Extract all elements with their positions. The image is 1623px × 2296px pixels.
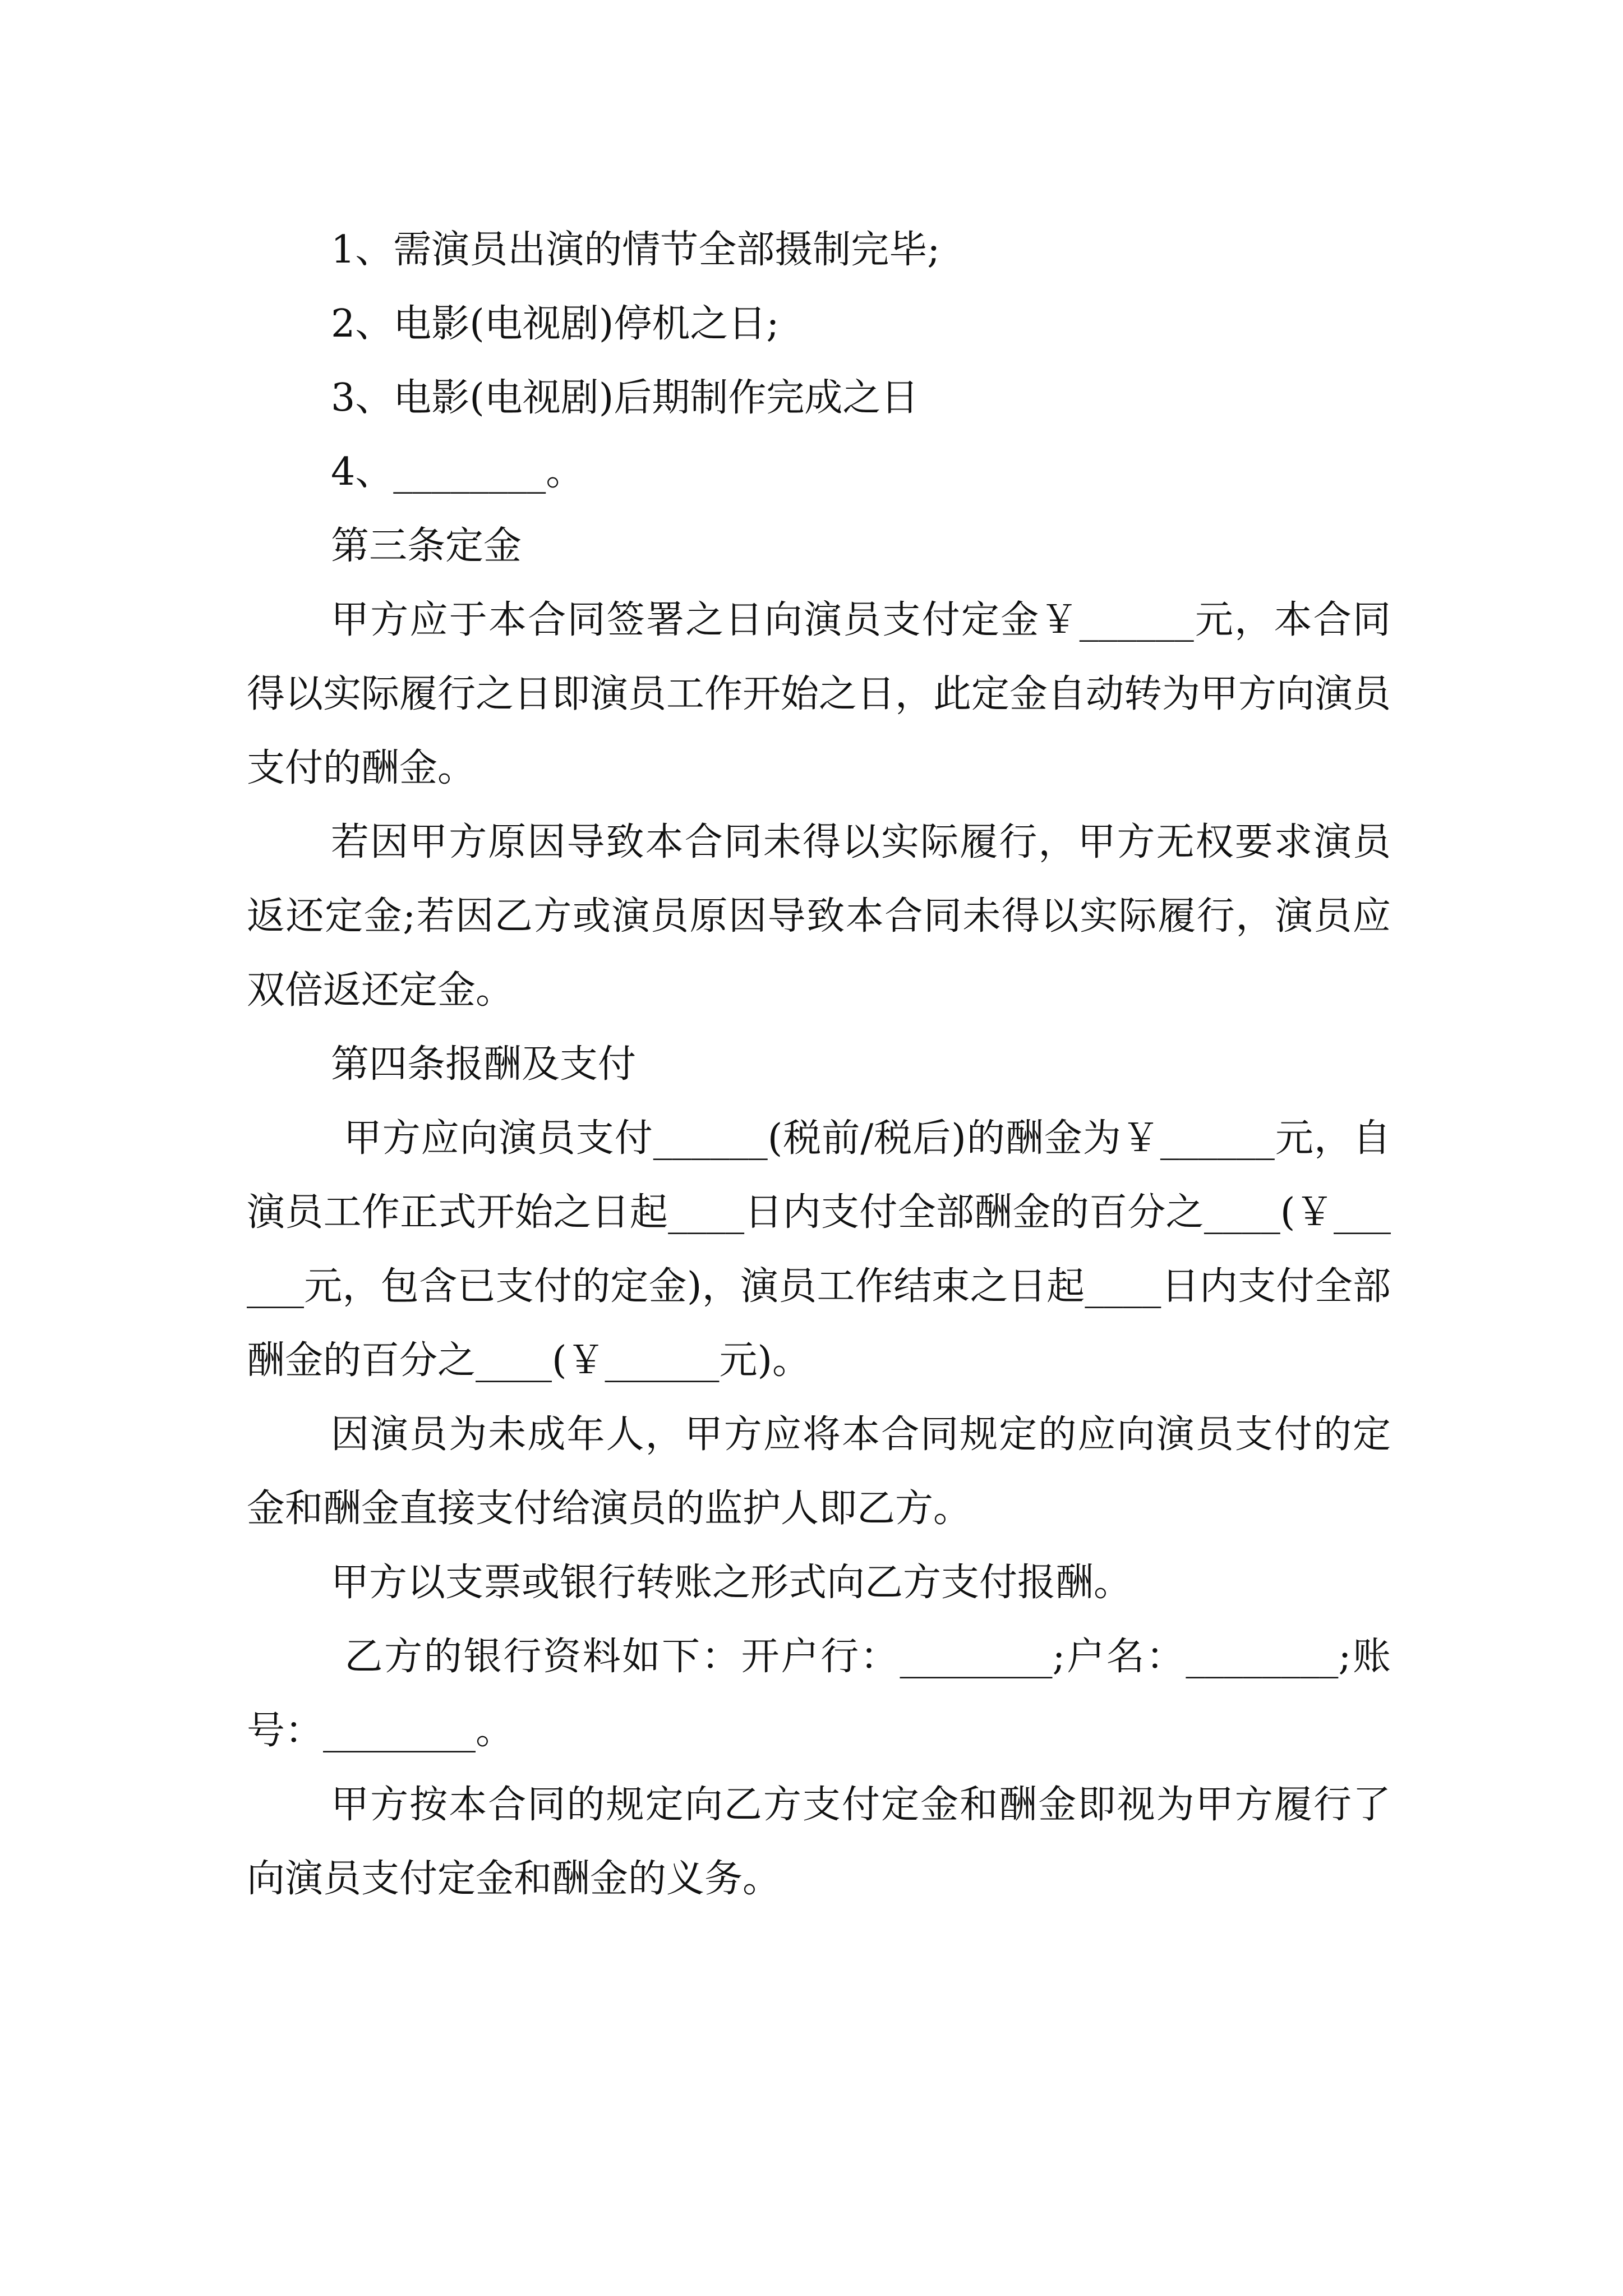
list-item-1: 1、需演员出演的情节全部摄制完毕; <box>331 228 940 272</box>
document-body <box>247 213 1391 1916</box>
section-heading-deposit: 第三条定金 <box>331 524 522 568</box>
paragraph-deposit-refund: 若因甲方原因导致本合同未得以实际履行，甲方无权要求演员返还定金;若因乙方或演员原因导致本合同未得以实际履行，演员应双倍返还定金。 <box>247 820 1391 1013</box>
section-heading-remuneration: 第四条报酬及支付 <box>331 1042 637 1087</box>
paragraph-bank-details: 乙方的银行资料如下：开户行：________;户名：________;账号：________。 <box>247 1635 1391 1753</box>
list-item-4: 4、________。 <box>331 450 584 494</box>
paragraph-remuneration-schedule: 甲方应向演员支付______(税前/税后)的酬金为￥______元，自演员工作正式开始之日起____日内支付全部酬金的百分之____(￥______元，包含已支付的定金)，演员工作结束之日起____日内支付全部酬金的百分之____(￥______元)。 <box>247 1116 1391 1383</box>
list-item-3: 3、电影(电视剧)后期制作完成之日 <box>331 376 919 420</box>
paragraph-guardian-payment: 因演员为未成年人，甲方应将本合同规定的应向演员支付的定金和酬金直接支付给演员的监护人即乙方。 <box>247 1412 1391 1531</box>
list-item-2: 2、电影(电视剧)停机之日; <box>331 302 780 346</box>
paragraph-deposit-payment: 甲方应于本合同签署之日向演员支付定金￥______元，本合同得以实际履行之日即演员工作开始之日，此定金自动转为甲方向演员支付的酬金。 <box>247 598 1391 790</box>
paragraph-payment-method: 甲方以支票或银行转账之形式向乙方支付报酬。 <box>331 1561 1132 1605</box>
paragraph-obligation-fulfilled: 甲方按本合同的规定向乙方支付定金和酬金即视为甲方履行了向演员支付定金和酬金的义务。 <box>247 1783 1391 1901</box>
